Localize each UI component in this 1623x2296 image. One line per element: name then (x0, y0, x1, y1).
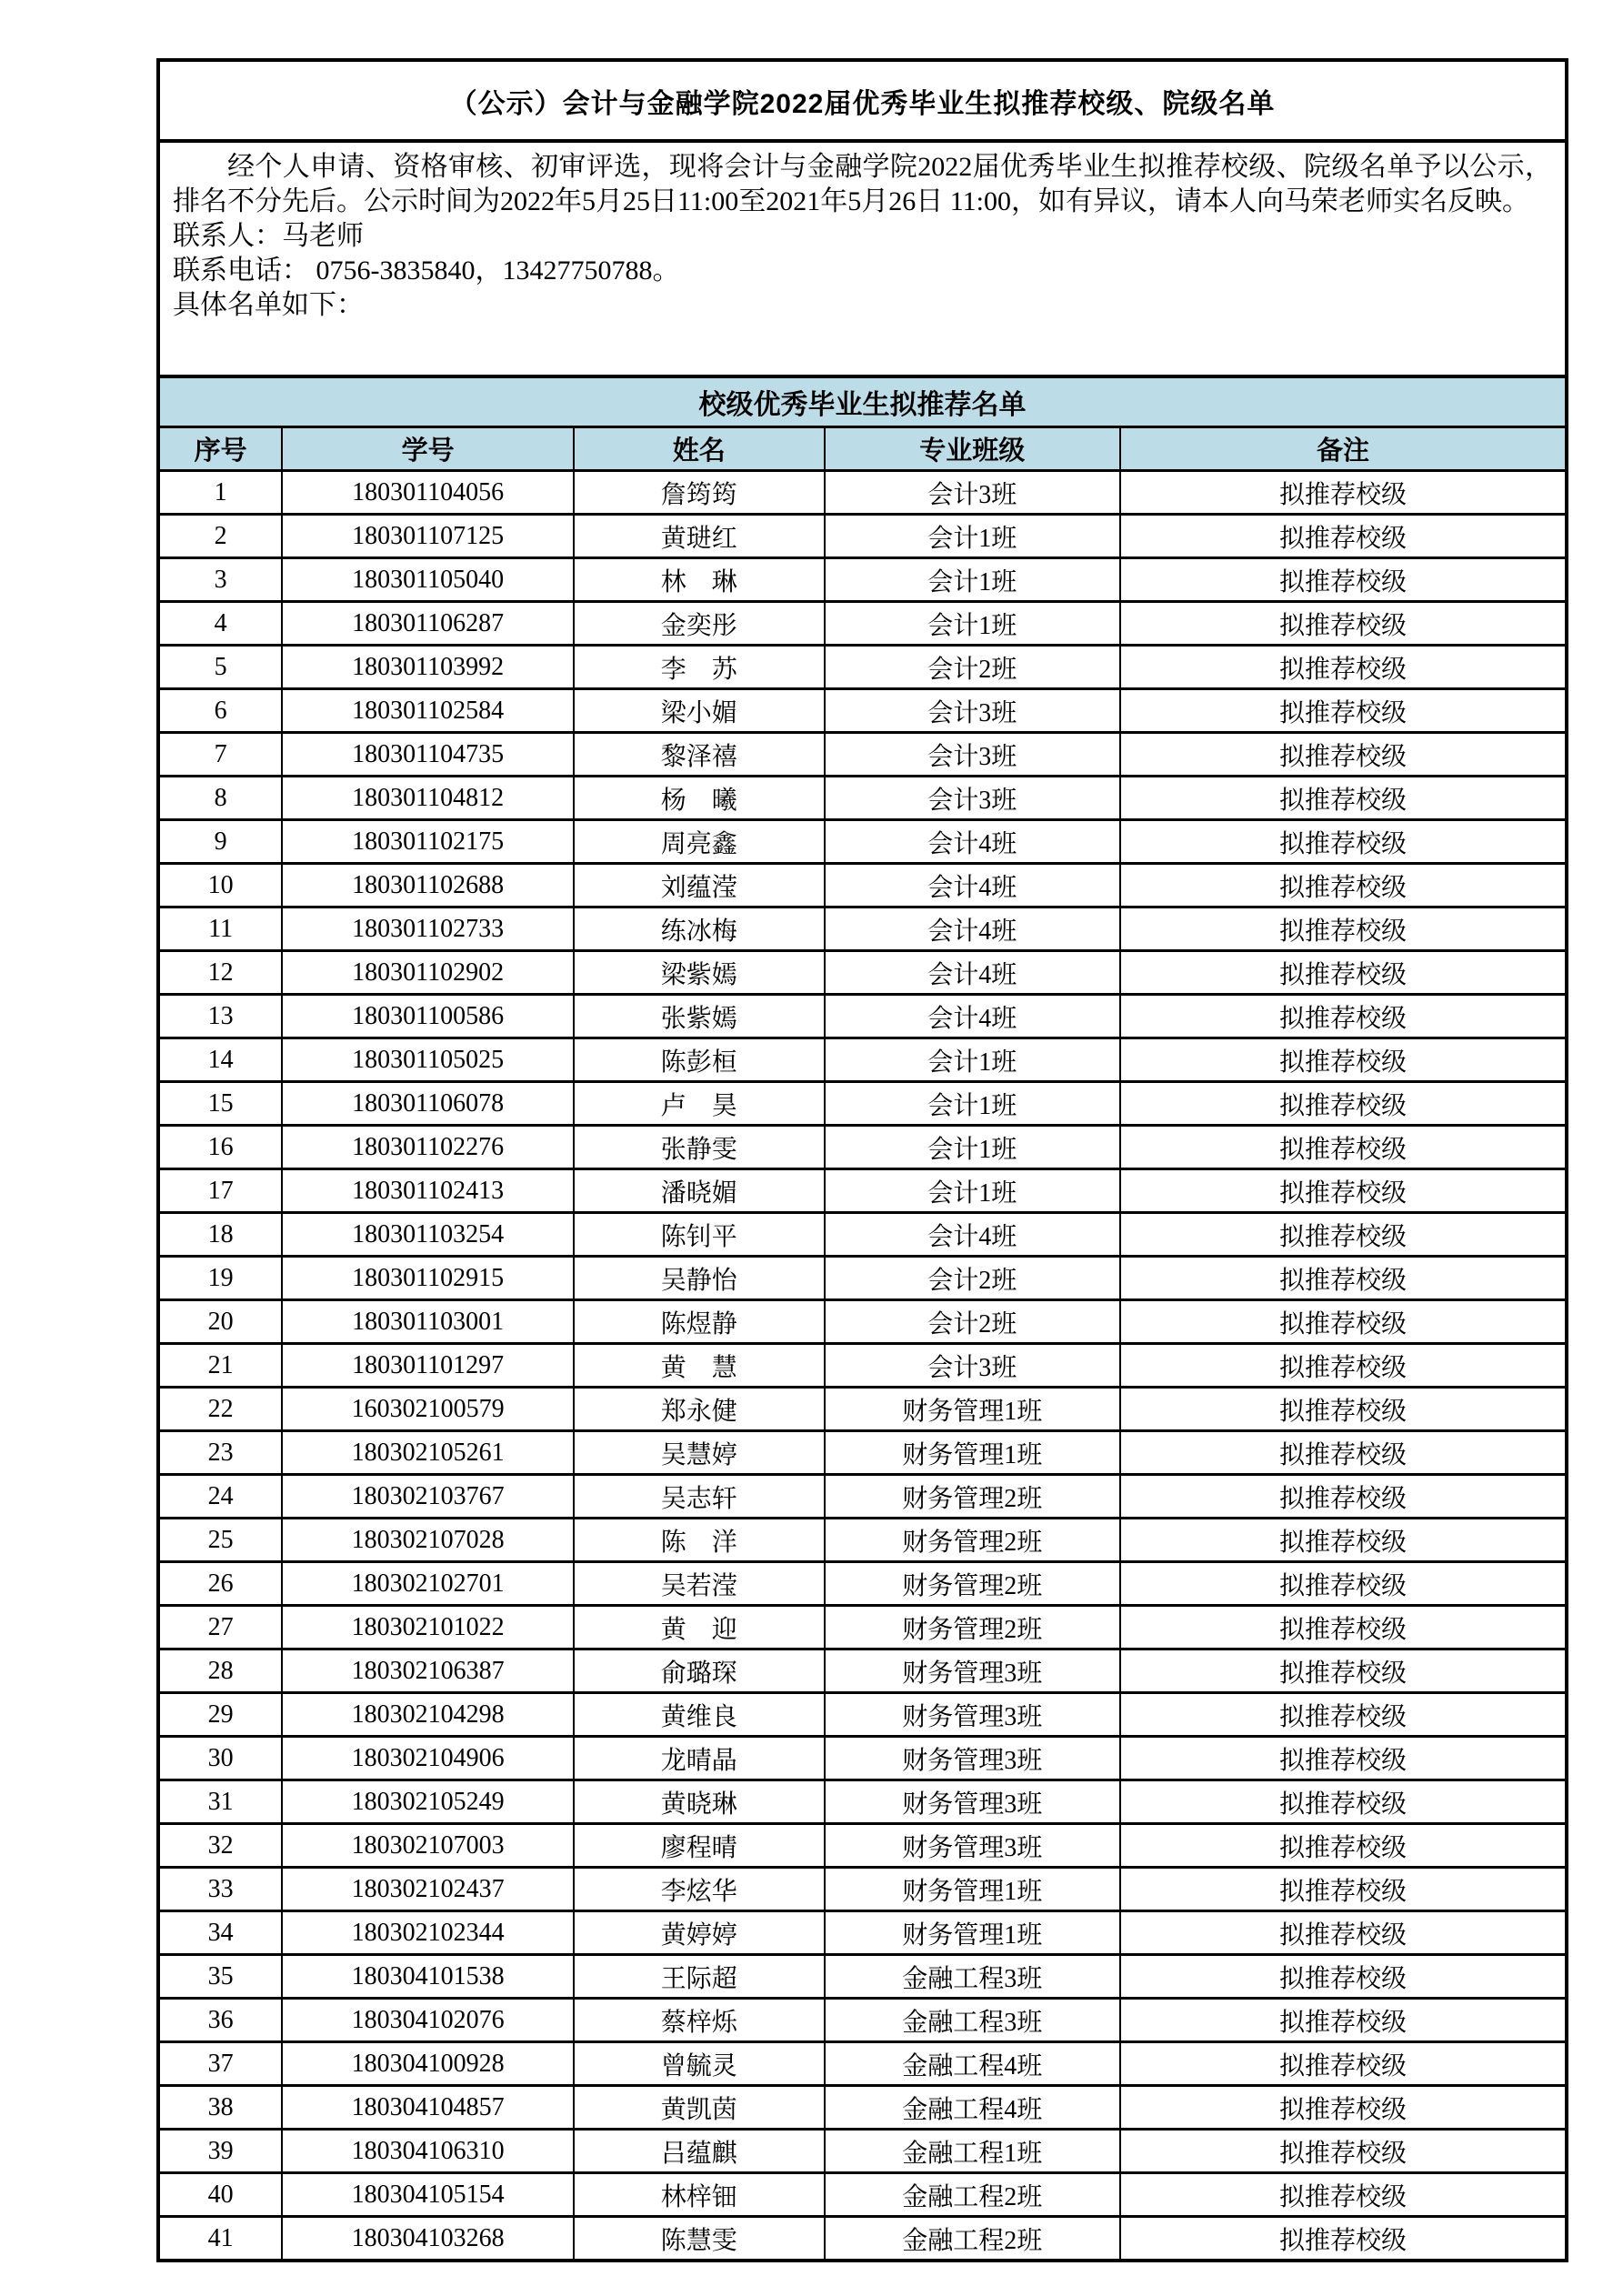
cell-class: 财务管理3班 (825, 1737, 1120, 1780)
cell-note: 拟推荐校级 (1120, 1737, 1567, 1780)
cell-name: 王际超 (574, 1955, 825, 1999)
cell-class: 会计3班 (825, 777, 1120, 820)
cell-class: 会计1班 (825, 1169, 1120, 1213)
cell-class: 金融工程1班 (825, 2130, 1120, 2173)
cell-note: 拟推荐校级 (1120, 733, 1567, 777)
column-header-row (158, 427, 1567, 471)
table-row (158, 1388, 1567, 1431)
cell-class: 财务管理2班 (825, 1519, 1120, 1562)
cell-student-id: 180301102733 (282, 907, 574, 951)
cell-no: 11 (158, 907, 282, 951)
cell-name: 张静雯 (574, 1126, 825, 1169)
cell-note: 拟推荐校级 (1120, 1388, 1567, 1431)
table-row (158, 1868, 1567, 1911)
cell-name: 黄凯茵 (574, 2086, 825, 2130)
cell-no: 38 (158, 2086, 282, 2130)
cell-name: 周亮鑫 (574, 820, 825, 864)
table-row (158, 2130, 1567, 2173)
table-row (158, 2042, 1567, 2086)
cell-name: 黄 慧 (574, 1344, 825, 1388)
cell-note: 拟推荐校级 (1120, 907, 1567, 951)
cell-no: 12 (158, 951, 282, 995)
table-row (158, 471, 1567, 515)
cell-no: 14 (158, 1038, 282, 1082)
cell-student-id: 180304102076 (282, 1999, 574, 2042)
table-row (158, 1911, 1567, 1955)
cell-class: 会计4班 (825, 864, 1120, 907)
cell-class: 会计2班 (825, 1257, 1120, 1300)
cell-student-id: 180301105040 (282, 558, 574, 602)
cell-student-id: 180301100586 (282, 995, 574, 1038)
cell-no: 24 (158, 1475, 282, 1519)
cell-student-id: 180304103268 (282, 2217, 574, 2261)
cell-no: 10 (158, 864, 282, 907)
cell-note: 拟推荐校级 (1120, 1649, 1567, 1693)
table-row (158, 864, 1567, 907)
roster-table (156, 375, 1568, 2262)
cell-no: 30 (158, 1737, 282, 1780)
cell-class: 财务管理3班 (825, 1780, 1120, 1824)
cell-no: 3 (158, 558, 282, 602)
table-row (158, 2173, 1567, 2217)
table-row (158, 1737, 1567, 1780)
cell-student-id: 180301103992 (282, 646, 574, 689)
cell-name: 吴静怡 (574, 1257, 825, 1300)
cell-student-id: 180302102437 (282, 1868, 574, 1911)
cell-class: 金融工程4班 (825, 2042, 1120, 2086)
cell-student-id: 180304104857 (282, 2086, 574, 2130)
cell-name: 蔡梓烁 (574, 1999, 825, 2042)
table-row (158, 1780, 1567, 1824)
cell-no: 27 (158, 1606, 282, 1649)
cell-no: 2 (158, 515, 282, 558)
table-row (158, 515, 1567, 558)
cell-class: 金融工程4班 (825, 2086, 1120, 2130)
cell-note: 拟推荐校级 (1120, 820, 1567, 864)
cell-no: 39 (158, 2130, 282, 2173)
cell-name: 廖程晴 (574, 1824, 825, 1868)
cell-name: 龙晴晶 (574, 1737, 825, 1780)
cell-class: 财务管理2班 (825, 1475, 1120, 1519)
cell-student-id: 180302105249 (282, 1780, 574, 1824)
cell-student-id: 180302104906 (282, 1737, 574, 1780)
cell-student-id: 180301102915 (282, 1257, 574, 1300)
cell-student-id: 180304101538 (282, 1955, 574, 1999)
cell-no: 31 (158, 1780, 282, 1824)
cell-class: 会计1班 (825, 1038, 1120, 1082)
cell-student-id: 180301102276 (282, 1126, 574, 1169)
cell-name: 杨 曦 (574, 777, 825, 820)
cell-name: 潘晓媚 (574, 1169, 825, 1213)
intro-section (156, 143, 1568, 375)
cell-note: 拟推荐校级 (1120, 1169, 1567, 1213)
cell-class: 财务管理3班 (825, 1824, 1120, 1868)
cell-name: 吴志轩 (574, 1475, 825, 1519)
cell-note: 拟推荐校级 (1120, 1868, 1567, 1911)
cell-student-id: 180302103767 (282, 1475, 574, 1519)
cell-no: 5 (158, 646, 282, 689)
cell-student-id: 180301106078 (282, 1082, 574, 1126)
cell-name: 陈钊平 (574, 1213, 825, 1257)
cell-note: 拟推荐校级 (1120, 602, 1567, 646)
cell-student-id: 180302104298 (282, 1693, 574, 1737)
cell-note: 拟推荐校级 (1120, 1911, 1567, 1955)
cell-note: 拟推荐校级 (1120, 1955, 1567, 1999)
cell-student-id: 180302102344 (282, 1911, 574, 1955)
table-head (158, 376, 1567, 471)
cell-no: 23 (158, 1431, 282, 1475)
cell-no: 9 (158, 820, 282, 864)
cell-student-id: 180301101297 (282, 1344, 574, 1388)
cell-class: 财务管理1班 (825, 1431, 1120, 1475)
cell-student-id: 180304106310 (282, 2130, 574, 2173)
cell-note: 拟推荐校级 (1120, 1780, 1567, 1824)
cell-note: 拟推荐校级 (1120, 951, 1567, 995)
cell-no: 8 (158, 777, 282, 820)
cell-note: 拟推荐校级 (1120, 2173, 1567, 2217)
cell-class: 财务管理1班 (825, 1868, 1120, 1911)
table-row (158, 951, 1567, 995)
cell-class: 会计4班 (825, 951, 1120, 995)
table-row (158, 646, 1567, 689)
table-row (158, 1606, 1567, 1649)
cell-no: 22 (158, 1388, 282, 1431)
table-row (158, 907, 1567, 951)
cell-name: 林 琳 (574, 558, 825, 602)
table-row (158, 1519, 1567, 1562)
cell-name: 梁紫嫣 (574, 951, 825, 995)
cell-student-id: 180302105261 (282, 1431, 574, 1475)
cell-note: 拟推荐校级 (1120, 2217, 1567, 2261)
cell-no: 32 (158, 1824, 282, 1868)
cell-student-id: 180301105025 (282, 1038, 574, 1082)
table-row (158, 1649, 1567, 1693)
cell-student-id: 180301104056 (282, 471, 574, 515)
cell-note: 拟推荐校级 (1120, 1038, 1567, 1082)
cell-name: 詹筠筠 (574, 471, 825, 515)
cell-class: 会计3班 (825, 733, 1120, 777)
cell-class: 会计4班 (825, 820, 1120, 864)
cell-note: 拟推荐校级 (1120, 1519, 1567, 1562)
page-title: （公示）会计与金融学院2022届优秀毕业生拟推荐校级、院级名单 (449, 88, 1276, 119)
cell-note: 拟推荐校级 (1120, 2130, 1567, 2173)
table-row (158, 1126, 1567, 1169)
cell-note: 拟推荐校级 (1120, 1257, 1567, 1300)
cell-no: 18 (158, 1213, 282, 1257)
cell-note: 拟推荐校级 (1120, 1126, 1567, 1169)
header-name: 姓名 (574, 427, 825, 471)
cell-name: 吕蕴麒 (574, 2130, 825, 2173)
cell-name: 黄琎红 (574, 515, 825, 558)
document-frame (156, 58, 1568, 2262)
cell-note: 拟推荐校级 (1120, 558, 1567, 602)
cell-name: 陈彭桓 (574, 1038, 825, 1082)
cell-class: 财务管理1班 (825, 1911, 1120, 1955)
cell-class: 金融工程3班 (825, 1955, 1120, 1999)
table-row (158, 777, 1567, 820)
contact-phone-line: 联系电话： 0756-3835840，13427750788。 (173, 256, 680, 286)
table-row (158, 1300, 1567, 1344)
cell-note: 拟推荐校级 (1120, 1606, 1567, 1649)
cell-no: 26 (158, 1562, 282, 1606)
cell-no: 7 (158, 733, 282, 777)
cell-class: 财务管理3班 (825, 1693, 1120, 1737)
cell-note: 拟推荐校级 (1120, 515, 1567, 558)
table-row (158, 689, 1567, 733)
cell-name: 陈煜静 (574, 1300, 825, 1344)
table-row (158, 2086, 1567, 2130)
cell-class: 会计3班 (825, 689, 1120, 733)
table-row (158, 602, 1567, 646)
table-banner: 校级优秀毕业生拟推荐名单 (158, 376, 1567, 427)
cell-student-id: 180301102902 (282, 951, 574, 995)
cell-no: 6 (158, 689, 282, 733)
table-row (158, 1038, 1567, 1082)
cell-no: 36 (158, 1999, 282, 2042)
cell-student-id: 180302107028 (282, 1519, 574, 1562)
cell-class: 财务管理1班 (825, 1388, 1120, 1431)
cell-no: 41 (158, 2217, 282, 2261)
cell-student-id: 180301103001 (282, 1300, 574, 1344)
cell-name: 黎泽禧 (574, 733, 825, 777)
header-note: 备注 (1120, 427, 1567, 471)
cell-student-id: 180301104812 (282, 777, 574, 820)
cell-no: 34 (158, 1911, 282, 1955)
cell-class: 金融工程2班 (825, 2217, 1120, 2261)
cell-student-id: 180304100928 (282, 2042, 574, 2086)
cell-note: 拟推荐校级 (1120, 777, 1567, 820)
cell-note: 拟推荐校级 (1120, 1999, 1567, 2042)
cell-class: 会计1班 (825, 602, 1120, 646)
cell-name: 练冰梅 (574, 907, 825, 951)
cell-name: 张紫嫣 (574, 995, 825, 1038)
cell-name: 李炫华 (574, 1868, 825, 1911)
table-row (158, 1082, 1567, 1126)
table-row (158, 1999, 1567, 2042)
table-row (158, 1344, 1567, 1388)
cell-student-id: 180302102701 (282, 1562, 574, 1606)
table-row (158, 1693, 1567, 1737)
cell-student-id: 180302101022 (282, 1606, 574, 1649)
cell-note: 拟推荐校级 (1120, 1693, 1567, 1737)
table-row (158, 558, 1567, 602)
cell-note: 拟推荐校级 (1120, 1300, 1567, 1344)
cell-class: 金融工程3班 (825, 1999, 1120, 2042)
table-row (158, 820, 1567, 864)
header-student-id: 学号 (282, 427, 574, 471)
cell-class: 财务管理2班 (825, 1606, 1120, 1649)
table-row (158, 1213, 1567, 1257)
cell-note: 拟推荐校级 (1120, 864, 1567, 907)
table-row (158, 995, 1567, 1038)
table-row (158, 1257, 1567, 1300)
cell-no: 20 (158, 1300, 282, 1344)
cell-student-id: 180301102688 (282, 864, 574, 907)
cell-student-id: 160302100579 (282, 1388, 574, 1431)
table-body (158, 471, 1567, 2261)
cell-note: 拟推荐校级 (1120, 689, 1567, 733)
cell-name: 卢 昊 (574, 1082, 825, 1126)
cell-no: 1 (158, 471, 282, 515)
cell-class: 会计1班 (825, 1082, 1120, 1126)
cell-class: 会计3班 (825, 471, 1120, 515)
cell-name: 梁小媚 (574, 689, 825, 733)
table-row (158, 1562, 1567, 1606)
table-row (158, 733, 1567, 777)
cell-class: 会计4班 (825, 995, 1120, 1038)
cell-name: 俞璐琛 (574, 1649, 825, 1693)
cell-note: 拟推荐校级 (1120, 1344, 1567, 1388)
cell-no: 21 (158, 1344, 282, 1388)
cell-class: 会计2班 (825, 1300, 1120, 1344)
table-row (158, 1475, 1567, 1519)
cell-no: 16 (158, 1126, 282, 1169)
cell-no: 15 (158, 1082, 282, 1126)
cell-name: 黄维良 (574, 1693, 825, 1737)
cell-no: 28 (158, 1649, 282, 1693)
cell-student-id: 180301106287 (282, 602, 574, 646)
cell-class: 会计2班 (825, 646, 1120, 689)
cell-note: 拟推荐校级 (1120, 1562, 1567, 1606)
cell-name: 金奕彤 (574, 602, 825, 646)
cell-name: 曾毓灵 (574, 2042, 825, 2086)
header-class: 专业班级 (825, 427, 1120, 471)
cell-student-id: 180301107125 (282, 515, 574, 558)
table-row (158, 1169, 1567, 1213)
cell-name: 李 苏 (574, 646, 825, 689)
cell-student-id: 180302107003 (282, 1824, 574, 1868)
cell-note: 拟推荐校级 (1120, 1824, 1567, 1868)
cell-no: 33 (158, 1868, 282, 1911)
cell-note: 拟推荐校级 (1120, 1431, 1567, 1475)
title-section (156, 58, 1568, 143)
cell-note: 拟推荐校级 (1120, 1475, 1567, 1519)
cell-student-id: 180304105154 (282, 2173, 574, 2217)
header-no: 序号 (158, 427, 282, 471)
cell-note: 拟推荐校级 (1120, 1213, 1567, 1257)
cell-no: 13 (158, 995, 282, 1038)
table-row (158, 1955, 1567, 1999)
cell-name: 吴若滢 (574, 1562, 825, 1606)
cell-no: 40 (158, 2173, 282, 2217)
intro-paragraph: 经个人申请、资格审核、初审评选，现将会计与金融学院2022届优秀毕业生拟推荐校级、院级名单予以公示，排名不分先后。公示时间为2022年5月25日11:00至2021年5月26日 11:00，如有异议，请本人向马荣老师实名反映。 (173, 152, 1552, 216)
cell-class: 会计1班 (825, 558, 1120, 602)
cell-note: 拟推荐校级 (1120, 1082, 1567, 1126)
cell-student-id: 180301102175 (282, 820, 574, 864)
cell-student-id: 180302106387 (282, 1649, 574, 1693)
cell-student-id: 180301103254 (282, 1213, 574, 1257)
cell-note: 拟推荐校级 (1120, 995, 1567, 1038)
cell-student-id: 180301104735 (282, 733, 574, 777)
cell-class: 会计4班 (825, 1213, 1120, 1257)
cell-note: 拟推荐校级 (1120, 2086, 1567, 2130)
cell-name: 黄婷婷 (574, 1911, 825, 1955)
cell-note: 拟推荐校级 (1120, 646, 1567, 689)
cell-name: 吴慧婷 (574, 1431, 825, 1475)
cell-student-id: 180301102413 (282, 1169, 574, 1213)
cell-class: 财务管理2班 (825, 1562, 1120, 1606)
cell-no: 29 (158, 1693, 282, 1737)
cell-no: 35 (158, 1955, 282, 1999)
cell-name: 林梓钿 (574, 2173, 825, 2217)
table-row (158, 2217, 1567, 2261)
cell-class: 会计1班 (825, 515, 1120, 558)
cell-name: 陈慧雯 (574, 2217, 825, 2261)
table-row (158, 1824, 1567, 1868)
cell-name: 黄 迎 (574, 1606, 825, 1649)
cell-class: 会计1班 (825, 1126, 1120, 1169)
cell-class: 会计3班 (825, 1344, 1120, 1388)
cell-no: 19 (158, 1257, 282, 1300)
cell-note: 拟推荐校级 (1120, 2042, 1567, 2086)
table-row (158, 1431, 1567, 1475)
cell-student-id: 180301102584 (282, 689, 574, 733)
cell-no: 17 (158, 1169, 282, 1213)
cell-name: 郑永健 (574, 1388, 825, 1431)
cell-name: 陈 洋 (574, 1519, 825, 1562)
cell-note: 拟推荐校级 (1120, 471, 1567, 515)
cell-class: 财务管理3班 (825, 1649, 1120, 1693)
list-note-line: 具体名单如下： (173, 290, 364, 320)
cell-class: 金融工程2班 (825, 2173, 1120, 2217)
contact-person-line: 联系人：马老师 (173, 221, 364, 251)
banner-row (158, 376, 1567, 427)
cell-class: 会计4班 (825, 907, 1120, 951)
cell-no: 25 (158, 1519, 282, 1562)
cell-no: 37 (158, 2042, 282, 2086)
cell-name: 刘蕴滢 (574, 864, 825, 907)
cell-no: 4 (158, 602, 282, 646)
cell-name: 黄晓琳 (574, 1780, 825, 1824)
